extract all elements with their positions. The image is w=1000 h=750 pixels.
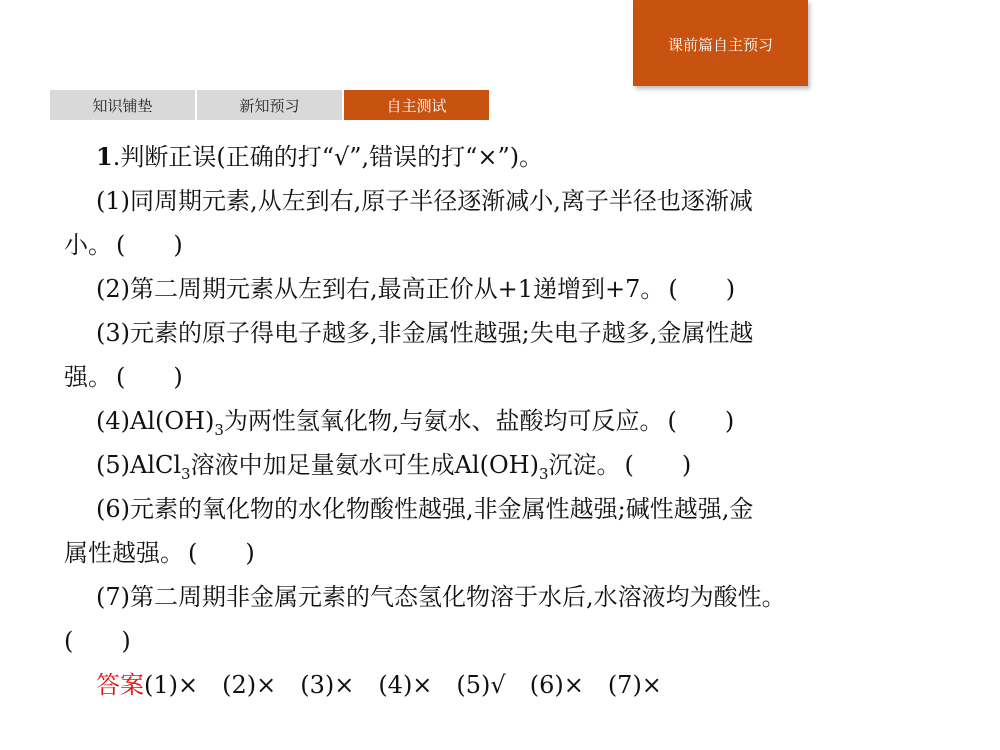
tab-knowledge-foundation[interactable] (50, 90, 195, 120)
item-3-line-1 (64, 311, 944, 355)
paren-open: ( (64, 627, 74, 655)
paren-open: ( (116, 363, 126, 391)
paren-close: ) (724, 407, 735, 435)
question-title (64, 135, 944, 179)
paren-open: ( (668, 275, 678, 303)
corner-tab-label: 课前篇自主预习 (667, 35, 773, 54)
item-text: (4)Al(OH) (96, 407, 215, 435)
item-text: (3)元素的原子得电子越多,非金属性越强;失电子越多,金属性越 (96, 319, 754, 347)
tab-bar (50, 90, 489, 120)
question-title-text: .判断正误(正确的打“√”,错误的打“×”)。 (112, 143, 544, 171)
item-5 (64, 443, 944, 487)
paren-close: ) (681, 451, 692, 479)
answer-blank (668, 267, 735, 311)
answer-blank (116, 355, 183, 399)
paren-close: ) (173, 363, 183, 391)
answer-text: (1)× (2)× (3)× (4)× (5)√ (6)× (7)× (144, 671, 662, 699)
item-1-line-2 (64, 223, 944, 267)
paren-open: ( (188, 539, 198, 567)
tab-self-test[interactable] (344, 90, 489, 120)
paren-close: ) (725, 275, 736, 303)
item-text: (2)第二周期元素从左到右,最高正价从+1递增到+7。 (96, 275, 665, 303)
paren-close: ) (245, 539, 255, 567)
subscript: 3 (538, 465, 549, 483)
item-text: 属性越强。 (64, 539, 184, 567)
item-4 (64, 399, 944, 443)
item-text: (5)AlCl (96, 451, 182, 479)
answer-line (64, 663, 944, 707)
answer-blank (64, 627, 131, 655)
tab-label: 新知预习 (239, 96, 300, 115)
answer-blank (668, 399, 735, 443)
question-content (64, 135, 944, 707)
subscript: 3 (181, 465, 191, 483)
item-6-line-1 (64, 487, 944, 531)
subscript: 3 (214, 421, 224, 439)
paren-close: ) (121, 627, 131, 655)
paren-open: ( (624, 451, 634, 479)
question-number: 1 (96, 142, 113, 171)
answer-blank (624, 443, 691, 487)
answer-blank (116, 223, 183, 267)
tab-label: 知识铺垫 (92, 96, 153, 115)
item-text: (1)同周期元素,从左到右,原子半径逐渐减小,离子半径也逐渐减 (96, 187, 753, 215)
item-text: (7)第二周期非金属元素的气态氢化物溶于水后,水溶液均为酸性。 (96, 583, 786, 611)
tab-label: 自主测试 (386, 96, 447, 115)
item-7-line-2 (64, 619, 944, 663)
paren-open: ( (116, 231, 126, 259)
paren-close: ) (173, 231, 183, 259)
tab-new-knowledge-preview[interactable] (197, 90, 342, 120)
item-text: 沉淀。 (548, 451, 621, 479)
item-text: 为两性氢氧化物,与氨水、盐酸均可反应。 (223, 407, 664, 435)
item-7-line-1 (64, 575, 944, 619)
item-text: 溶液中加足量氨水可生成Al(OH) (190, 451, 539, 479)
item-1-line-1 (64, 179, 944, 223)
answer-blank (188, 531, 255, 575)
item-text: 小。 (64, 231, 112, 259)
item-6-line-2 (64, 531, 944, 575)
section-corner-tab (633, 0, 808, 86)
paren-open: ( (667, 407, 677, 435)
item-3-line-2 (64, 355, 944, 399)
item-text: 强。 (64, 363, 112, 391)
answer-label: 答案 (96, 671, 144, 699)
item-text: (6)元素的氧化物的水化物酸性越强,非金属性越强;碱性越强,金 (96, 495, 754, 523)
item-2 (64, 267, 944, 311)
